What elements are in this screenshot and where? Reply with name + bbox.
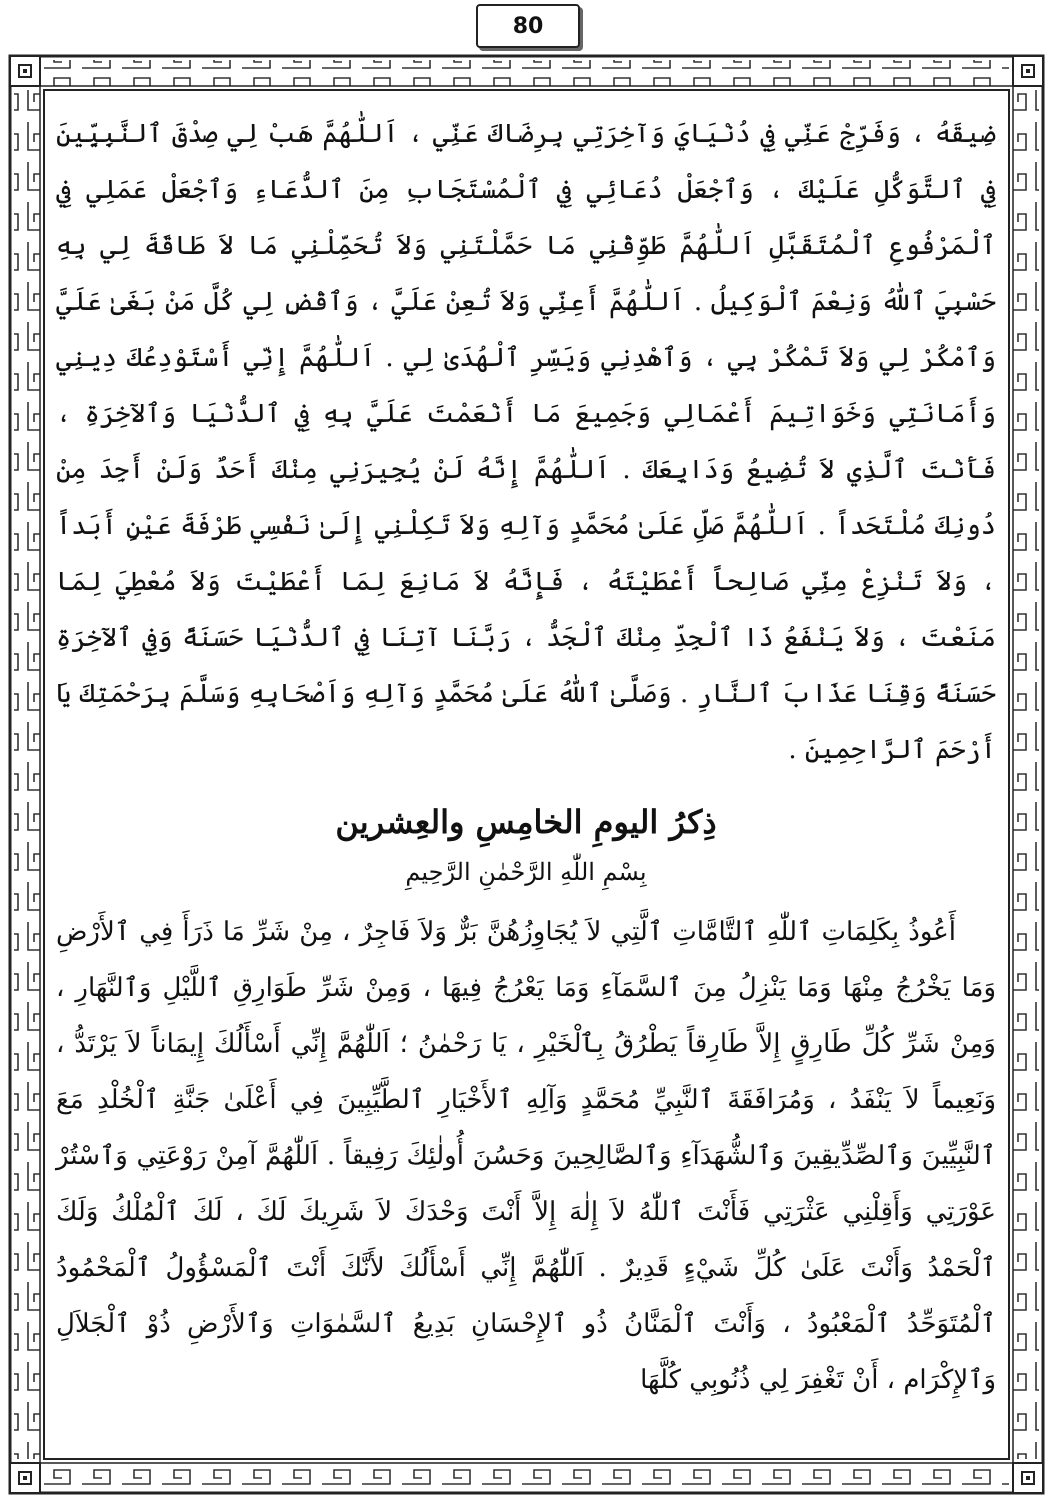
- basmala: بِسْمِ اللّٰهِ الرَّحْمٰنِ الرَّحِيمِ: [405, 858, 647, 886]
- corner-ornament-top-left: [10, 56, 40, 86]
- corner-ornament-top-right: [1013, 56, 1043, 86]
- page-number: 80: [476, 4, 580, 48]
- page-content: [56, 96, 996, 1436]
- corner-ornament-bottom-right: [1013, 1463, 1043, 1493]
- section-heading: ذِكرُ اليومِ الخامِسِ والعِشرين: [335, 803, 717, 841]
- corner-ornament-bottom-left: [10, 1463, 40, 1493]
- supplication-paragraph-2: أَعُوذُ بِكَلِمَاتِ ٱللّٰهِ ٱلتَّامَّاتِ ٱلَّتِي لاَ يُجَاوِزُهُنَّ بَرٌّ وَلاَ فَاجِرٌ ، مِنْ شَرِّ مَا ذَرَأَ فِي ٱلأَرْضِ وَمَا يَخْرُجُ مِنْهَا وَمَا يَنْزِلُ مِنَ ٱلسَّمَآءِ وَمَا يَعْرُجُ فِيهَا ، وَمِنْ شَرِّ طَوَارِقِ ٱللَّيْلِ وَٱلنَّهَارِ ، وَمِنْ شَرِّ كُلِّ طَارِقٍ إِلاَّ طَارِقاً يَطْرُقُ بِٱلْخَيْرِ ، يَا رَحْمٰنُ ؛ اَللّٰهُمَّ إِنِّي أَسْأَلُكَ إِيمَاناً لاَ يَرْتَدُّ ، وَنَعِيماً لاَ يَنْفَدُ ، وَمُرَافَقَةَ ٱلنَّبِيِّ مُحَمَّدٍ وَآلِهِ ٱلأَخْيَارِ ٱلطَّيِّبِينَ فِي أَعْلَىٰ جَنَّةِ ٱلْخُلْدِ مَعَ ٱلنَّبِيِّينَ وَٱلصِّدِّيقِينَ وَٱلشُّهَدَآءِ وَٱلصَّالِحِينَ وَحَسُنَ أُولٰئِكَ رَفِيقاً . اَللّٰهُمَّ آمِنْ رَوْعَتِي وَٱسْتُرْ عَوْرَتِي وَأَقِلْنِي عَثْرَتِي فَأَنْتَ ٱللّٰهُ لاَ إِلٰهَ إِلاَّ أَنْتَ وَحْدَكَ لاَ شَرِيكَ لَكَ ، لَكَ ٱلْمُلْكُ وَلَكَ ٱلْحَمْدُ وَأَنْتَ عَلَىٰ كُلِّ شَيْءٍ قَدِيرٌ . اَللّٰهُمَّ إِنِّي أَسْأَلُكَ لأَنَّكَ أَنْتَ ٱلْمَسْؤُولُ ٱلْمَحْمُودُ ٱلْمُتَوَحِّدُ ٱلْمَعْبُودُ ، وَأَنْتَ ٱلْمَنَّانُ ذُو ٱلإِحْسَانِ بَدِيعُ ٱلسَّمٰوَاتِ وَٱلأَرْضِ ذُوْ ٱلْجَلاَلِ وَٱلإِكْرَام ، أَنْ تَغْفِرَ لِي ذُنُوبِي كُلَّهَا: [56, 917, 996, 1395]
- supplication-paragraph-1: ضِيقَهُ ، وَفَرِّجْ عَنِّي فِي دُنْيَايَ وَآخِرَتِي بِرِضَاكَ عَنِّي ، اَللّٰهُمَّ هَبْ لِي صِدْقَ ٱلنَّبِيِّينَ فِي ٱلتَّوَكُّلِ عَلَيْكَ ، وَٱجْعَلْ دُعَائِي فِي ٱلْمُسْتَجَابِ مِنَ ٱلدُّعَاءِ وَٱجْعَلْ عَمَلِي فِي ٱلْمَرْفُوعِ ٱلْمُتَقَبَّلِ اَللّٰهُمَّ طَوِّقْنِي مَا حَمَّلْتَنِي وَلاَ تُحَمِّلْنِي مَا لاَ طَاقَةَ لِي بِهِ حَسْبِيَ ٱللّٰهُ وَنِعْمَ ٱلْوَكِيلُ . اَللّٰهُمَّ أَعِنِّي وَلاَ تُعِنْ عَلَيَّ ، وَٱقْضِ لِي كُلَّ مَنْ بَغَىٰ عَلَيَّ وَٱمْكُرْ لِي وَلاَ تَمْكُرْ بِي ، وَٱهْدِنِي وَيَسِّرِ ٱلْهُدَىٰ لِي . اَللّٰهُمَّ إِنِّي أَسْتَوْدِعُكَ دِينِي وَأَمَانَتِي وَخَوَاتِيمَ أَعْمَالِي وَجَمِيعَ مَا أَنْعَمْتَ عَلَيَّ بِهِ فِي ٱلدُّنْيَا وَٱلآخِرَةِ ، فَأَنْتَ ٱلَّذِي لاَ تُضِيعُ وَدَايِعَكَ . اَللّٰهُمَّ إِنَّهُ لَنْ يُجِيرَنِي مِنْكَ أَحَدٌ وَلَنْ أَجِدَ مِنْ دُونِكَ مُلْتَحَداً . اَللّٰهُمَّ صَلِّ عَلَىٰ مُحَمَّدٍ وَآلِهِ وَلاَ تَكِلْنِي إِلَىٰ نَفْسِي طَرْفَةَ عَيْنٍ أَبَداً ، وَلاَ تَنْزِعْ مِنِّي صَالِحاً أَعْطَيْتَهُ ، فَإِنَّهُ لاَ مَانِعَ لِمَا أَعْطَيْتَ وَلاَ مُعْطِيَ لِمَا مَنَعْتَ ، وَلاَ يَنْفَعُ ذَا ٱلْجِدِّ مِنْكَ ٱلْجَدُّ ، رَبَّنَا آتِنَا فِي ٱلدُّنْيَا حَسَنَةً وَفِي ٱلآخِرَةِ حَسَنَةً وَقِنَا عَذَابَ ٱلنَّارِ . وَصَلَّىٰ ٱللّٰهُ عَلَىٰ مُحَمَّدٍ وَآلِهِ وَاَصْحَابِهِ وَسَلَّمَ بِرَحْمَتِكَ يَا أَرْحَمَ ٱلرَّاحِمِينَ .: [56, 119, 996, 765]
